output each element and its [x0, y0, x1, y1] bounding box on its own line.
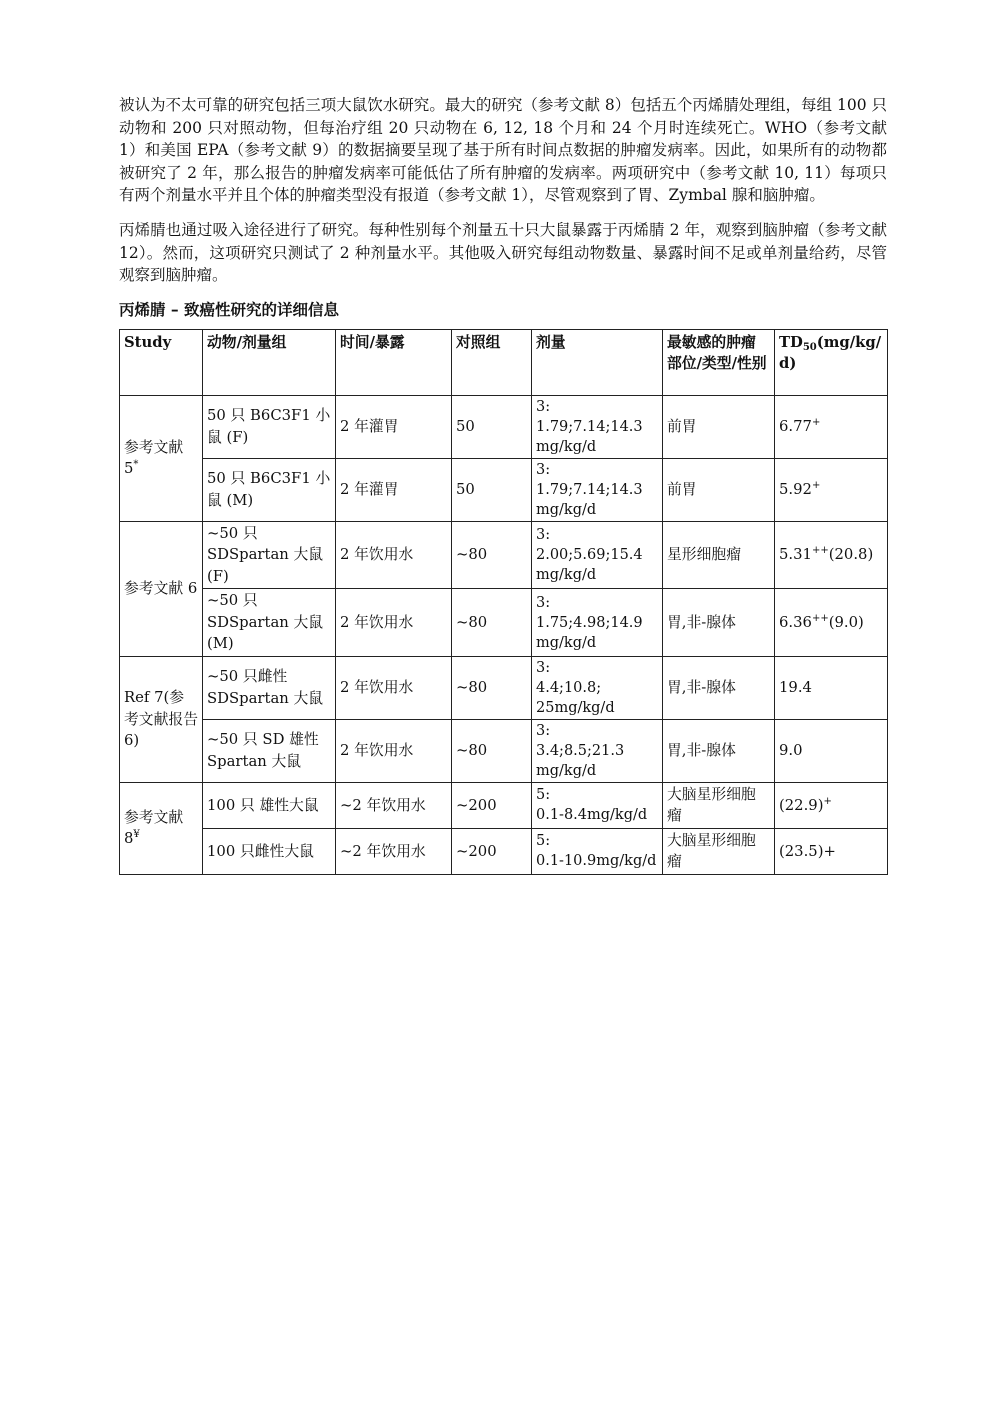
header-td50-sub: 50: [802, 341, 817, 353]
table-row: [120, 458, 888, 521]
animal-cell: 100 只雌性大鼠: [203, 828, 336, 874]
dose-values: 1.75;4.98;14.9 mg/kg/d: [536, 614, 643, 651]
animal-cell: 100 只 雄性大鼠: [203, 782, 336, 828]
dose-cell: [532, 656, 663, 719]
site-cell: 前胃: [663, 395, 775, 458]
td50-value: 5.31: [779, 546, 812, 564]
td50-cell: [775, 589, 888, 657]
td50-value: 9.0: [779, 742, 803, 759]
td50-mark: +: [823, 795, 832, 807]
site-cell: 大脑星形细胞瘤: [663, 782, 775, 828]
header-dose: 剂量: [532, 329, 663, 395]
study-label: 参考文献 8: [124, 808, 184, 848]
header-td50-prefix: TD: [779, 333, 803, 351]
dose-count: 3:: [536, 461, 551, 478]
site-cell: 胃,非-腺体: [663, 656, 775, 719]
animal-cell: ~50 只雌性 SDSpartan 大鼠: [203, 656, 336, 719]
control-cell: ~80: [452, 656, 532, 719]
duration-cell: 2 年灌胃: [336, 458, 452, 521]
td50-value: 6.36: [779, 613, 812, 631]
animal-cell: ~50 只 SD 雄性 Spartan 大鼠: [203, 719, 336, 782]
dose-count: 3:: [536, 659, 551, 676]
dose-values: 2.00;5.69;15.4 mg/kg/d: [536, 547, 643, 583]
header-td50-suffix: (mg/kg/d): [779, 333, 882, 373]
study-label: 参考文献 5: [124, 438, 184, 478]
dose-count: 3:: [536, 527, 551, 543]
header-duration: 时间/暴露: [336, 329, 452, 395]
table-row: [120, 656, 888, 719]
site-cell: 星形细胞瘤: [663, 521, 775, 589]
duration-cell: 2 年饮用水: [336, 521, 452, 589]
control-cell: 50: [452, 395, 532, 458]
dose-values: 0.1-10.9mg/kg/d: [536, 853, 657, 870]
header-site: 最敏感的肿瘤部位/类型/性别: [663, 329, 775, 395]
td50-value: 6.77: [779, 418, 812, 435]
td50-mark: +: [811, 480, 821, 491]
duration-cell: ~2 年饮用水: [336, 828, 452, 874]
site-cell: 大脑星形细胞瘤: [663, 828, 775, 874]
site-cell: 胃,非-腺体: [663, 589, 775, 657]
dose-count: 3:: [536, 722, 551, 739]
carcinogenicity-table: [119, 329, 888, 875]
td50-value: 5.92: [779, 481, 812, 498]
site-cell: 胃,非-腺体: [663, 719, 775, 782]
dose-cell: [532, 719, 663, 782]
td50-value: 19.4: [779, 679, 812, 696]
dose-cell: [532, 782, 663, 828]
dose-count: 5:: [536, 833, 551, 850]
animal-cell: 50 只 B6C3F1 小鼠 (F): [203, 395, 336, 458]
table-title: 丙烯腈 – 致癌性研究的详细信息: [119, 299, 340, 319]
paragraph-drinking-water: 被认为不太可靠的研究包括三项大鼠饮水研究。最大的研究（参考文献 8）包括五个丙烯腈处理组，每组 100 只动物和 200 只对照动物，但每治疗组 20 只动物在 6, 12, 18 个月和 24 个月时连续死亡。WHO（参考文献 1）和美国 EPA（参考文献 9）的数据摘要呈现了基于所有时间点数据的肿瘤发病率。因此，如果所有的动物都被研究了 2 年，那么报告的肿瘤发病率可能低估了所有肿瘤的发病率。两项研究中（参考文献 10, 11）每项只有两个剂量水平并且个体的肿瘤类型没有报道（参考文献 1），尽管观察到了胃、Zymbal 腺和脑肿瘤。: [119, 96, 887, 205]
document-content: [119, 94, 887, 875]
table-row: [120, 782, 888, 828]
study-cell: [120, 782, 203, 874]
dose-cell: [532, 521, 663, 589]
td50-mark: ++: [811, 612, 829, 624]
header-control: 对照组: [452, 329, 532, 395]
control-cell: ~80: [452, 719, 532, 782]
dose-values: 0.1-8.4mg/kg/d: [536, 807, 648, 824]
dose-cell: [532, 395, 663, 458]
dose-values: 1.79;7.14;14.3 mg/kg/d: [536, 481, 643, 518]
table-row: [120, 395, 888, 458]
td50-mark: ++: [811, 545, 829, 557]
td50-cell: [775, 828, 888, 874]
site-cell: 前胃: [663, 458, 775, 521]
td50-value: (23.5)+: [779, 842, 836, 860]
td50-cell: [775, 521, 888, 589]
paragraph-inhalation: 丙烯腈也通过吸入途径进行了研究。每种性别每个剂量五十只大鼠暴露于丙烯腈 2 年，观察到脑肿瘤（参考文献 12）。然而，这项研究只测试了 2 种剂量水平。其他吸入研究每组动物数量、暴露时间不足或单剂量给药，尽管观察到脑肿瘤。: [119, 220, 887, 285]
duration-cell: ~2 年饮用水: [336, 782, 452, 828]
duration-cell: 2 年饮用水: [336, 589, 452, 657]
animal-cell: 50 只 B6C3F1 小鼠 (M): [203, 458, 336, 521]
header-study: Study: [120, 329, 203, 395]
table-row: [120, 828, 888, 874]
td50-mark: +: [811, 417, 821, 428]
study-label: Ref 7(参考文献报告 6): [124, 689, 198, 749]
duration-cell: 2 年灌胃: [336, 395, 452, 458]
control-cell: ~80: [452, 589, 532, 657]
td50-extra: (20.8): [828, 546, 874, 564]
dose-cell: [532, 828, 663, 874]
td50-value: (22.9): [779, 796, 824, 814]
animal-cell: ~50 只 SDSpartan 大鼠 (M): [203, 589, 336, 657]
td50-cell: [775, 656, 888, 719]
table-row: [120, 521, 888, 589]
control-cell: 50: [452, 458, 532, 521]
dose-values: 1.79;7.14;14.3 mg/kg/d: [536, 418, 643, 455]
td50-cell: [775, 719, 888, 782]
study-cell: [120, 656, 203, 782]
study-cell: [120, 395, 203, 521]
animal-cell: ~50 只 SDSpartan 大鼠 (F): [203, 521, 336, 589]
control-cell: ~80: [452, 521, 532, 589]
study-footnote-mark: *: [133, 459, 139, 471]
dose-count: 3:: [536, 398, 551, 415]
duration-cell: 2 年饮用水: [336, 656, 452, 719]
dose-cell: [532, 458, 663, 521]
td50-cell: [775, 395, 888, 458]
duration-cell: 2 年饮用水: [336, 719, 452, 782]
study-footnote-mark: ¥: [133, 829, 140, 841]
study-cell: [120, 521, 203, 656]
td50-cell: [775, 458, 888, 521]
td50-cell: [775, 782, 888, 828]
header-td50: [775, 329, 888, 395]
control-cell: ~200: [452, 782, 532, 828]
table-row: [120, 719, 888, 782]
header-animal: 动物/剂量组: [203, 329, 336, 395]
control-cell: ~200: [452, 828, 532, 874]
table-header-row: [120, 329, 888, 395]
dose-values: 4.4;10.8; 25mg/kg/d: [536, 679, 615, 716]
dose-cell: [532, 589, 663, 657]
table-row: [120, 589, 888, 657]
dose-count: 3:: [536, 594, 551, 611]
dose-values: 3.4;8.5;21.3 mg/kg/d: [536, 742, 625, 779]
study-label: 参考文献 6: [124, 580, 198, 597]
dose-count: 5:: [536, 787, 551, 804]
td50-extra: (9.0): [828, 613, 864, 631]
